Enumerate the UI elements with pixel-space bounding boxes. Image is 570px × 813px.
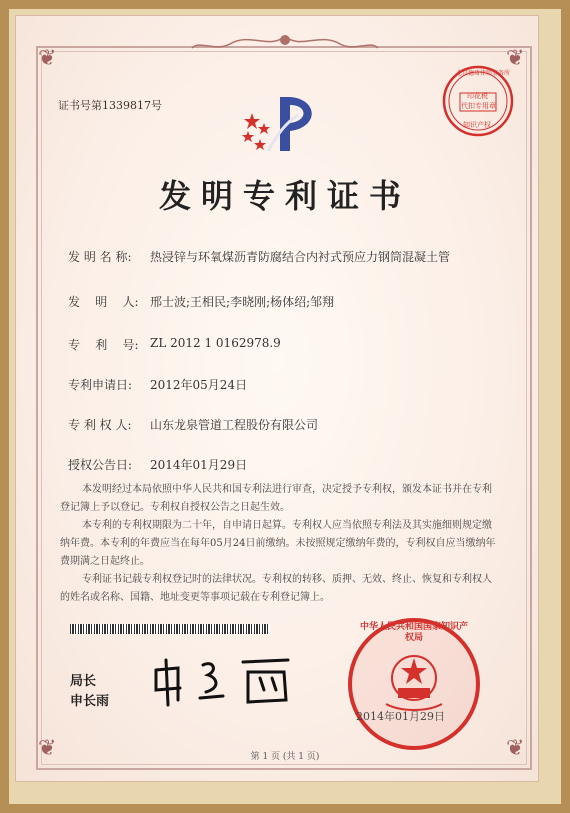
- corner-ornament-icon: ❦: [38, 46, 57, 71]
- invention-name: 热浸锌与环氧煤沥青防腐结合内衬式预应力钢筒混凝土管: [150, 250, 451, 264]
- grant-date-label: 授权公告日:: [68, 458, 133, 472]
- application-date: 2012年05月24日: [150, 378, 248, 392]
- tax-stamp-text: 北京德琦律师事务所: [456, 70, 511, 77]
- tax-stamp-text: 代扣专用章: [461, 102, 496, 110]
- certificate-title: 发明专利证书: [158, 177, 411, 215]
- patentee: 山东龙泉管道工程股份有限公司: [150, 418, 319, 432]
- page-number: 第 1 页 (共 1 页): [250, 752, 320, 762]
- tax-stamp-text: 印花税: [467, 92, 488, 100]
- inventors: 邢士波;王相民;李晓刚;杨体绍;邹翔: [150, 295, 335, 309]
- invention-name-label: 发 明 名 称:: [68, 250, 132, 264]
- top-ornament-icon: [190, 30, 380, 64]
- signature-name: 申长雨: [70, 694, 110, 709]
- patent-number: ZL 2012 1 0162978.9: [150, 336, 281, 350]
- patentee-label: 专 利 权 人:: [68, 418, 132, 432]
- corner-ornament-icon: ❦: [38, 736, 57, 761]
- tax-stamp-text: 知识产权: [463, 121, 491, 129]
- seal-text: 中华人民共和国国家知识产权局: [359, 622, 468, 643]
- signature-title: 局长: [70, 674, 97, 689]
- application-date-label: 专利申请日:: [68, 378, 133, 392]
- barcode: [70, 624, 270, 634]
- grant-date: 2014年01月29日: [150, 458, 248, 472]
- seal-date: 2014年01月29日: [356, 710, 445, 723]
- corner-ornament-icon: ❦: [506, 46, 525, 71]
- inventor-label: 发 明 人:: [68, 295, 139, 309]
- corner-ornament-icon: ❦: [506, 736, 525, 761]
- paragraph-2: 本专利的专利权期限为二十年，自申请日起算。专利权人应当依照专利法及其实施细则规定缴纳年费。本专利的年费应当在每年05月24日前缴纳。未按照规定缴纳年费的，专利权自应当缴纳年费期满之日起终止。: [60, 520, 496, 567]
- paragraph-3: 专利证书记载专利权登记时的法律状况。专利权的转移、质押、无效、终止、恢复和专利权人的姓名或名称、国籍、地址变更等事项记载在专利登记簿上。: [60, 574, 492, 603]
- paragraph-1: 本发明经过本局依照中华人民共和国专利法进行审查，决定授予专利权，颁发本证书并在专利登记簿上予以登记。专利权自授权公告之日起生效。: [60, 484, 492, 513]
- handwritten-signature-icon: [148, 650, 298, 710]
- patent-number-label: 专 利 号:: [68, 338, 139, 352]
- cnipa-logo-icon: [238, 93, 328, 155]
- certificate-number: 证书号第1339817号: [58, 99, 162, 112]
